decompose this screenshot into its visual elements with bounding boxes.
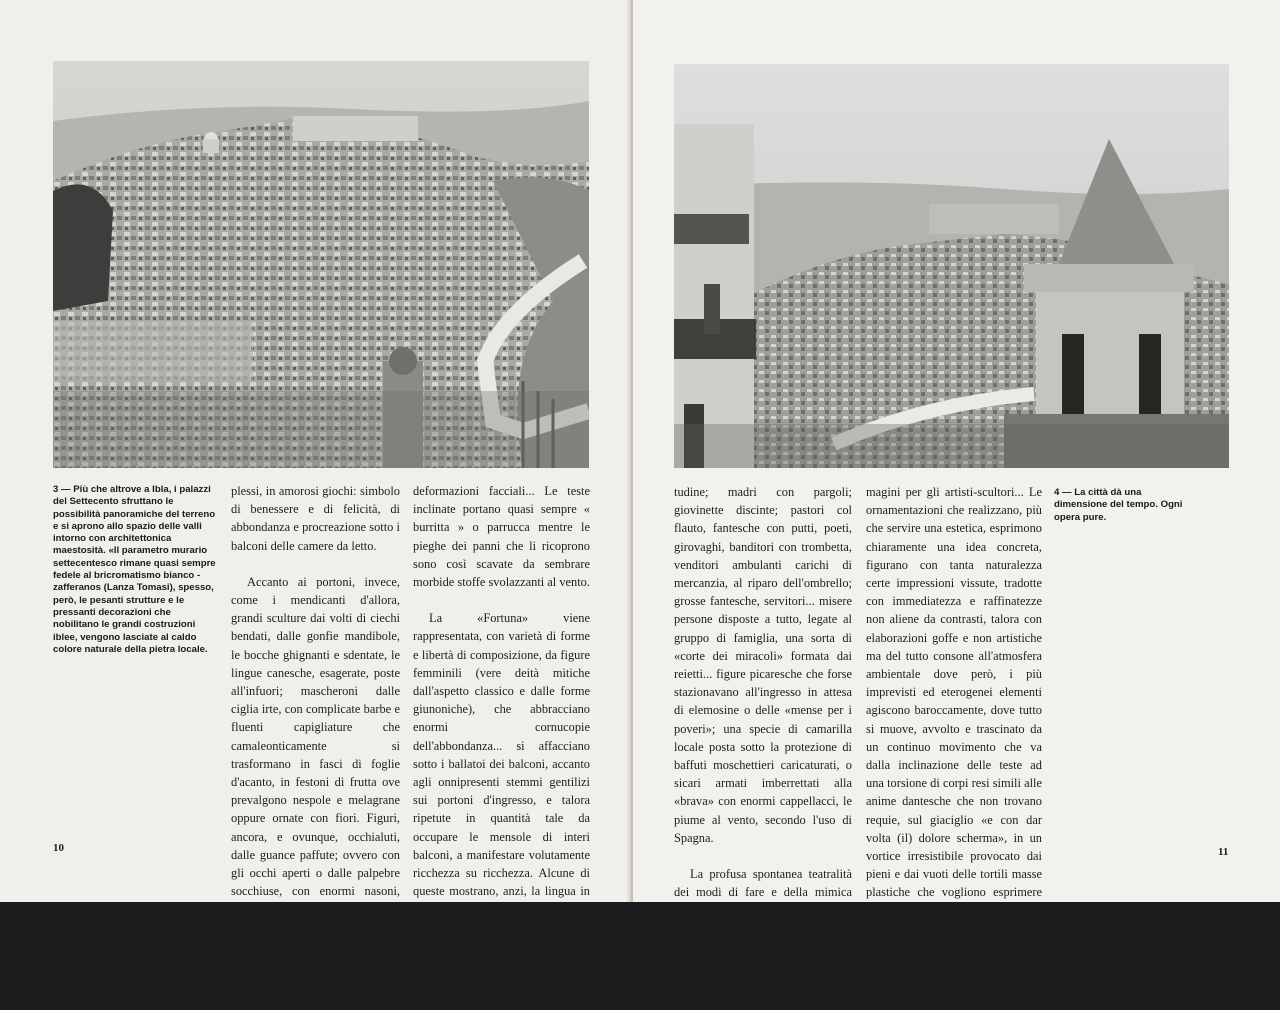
paragraph: La «Fortuna» viene rappresentata, con varietà di forme e libertà di composizione, da figure femminili (vere deità mitiche dall'aspetto classico e dalle forme giunoniche), che abbracciano enormi cornucopie dell'abbondanza... si affacciano sotto i ballatoi dei balconi, accanto agli onnipresenti stemmi gentilizi sui portoni d'ingresso, e talora ripetute in quantità tale da occupare le mensole di interi balconi, a manifestare volutamente ricchezza su ricchezza. Alcune di queste mostrano, anzi, la lingua in fuori, in segno di dispetto. — [413, 611, 590, 917]
paragraph: Accanto ai portoni, invece, come i mendicanti d'allora, grandi sculture dai volti di ciechi bendati, dalle gonfie mandibole, le bocche ghignanti e sdentate, le lingue canesche, esagerate, poste all'infuori; mascheroni dalle ciglia irte, con complicate barbe e fluenti capigliature che camaleonticamente si trasformano in fasci di foglie d'acanto, in festoni di frutta ove prevalgono nespole e melagrane oppure ornate con fiori. Figuri, ancora, e ovunque, occhialuti, dalle guance paffute; ovvero con gli occhi aperti o dalle palpebre socchiuse, con enormi nasoni, spesso rappresentati col pesce in bocca, orrendamente scavati nella pietra in espressioni di sofferta ebbrezza, o tormentati da un improvviso dolore, o stupore in una stupenda gamma di — [231, 574, 400, 1008]
page-number: 11 — [1218, 846, 1229, 858]
paragraph: La profusa spontanea teatralità dei modi di fare e della mimica facciale, degli atteggiamenti e dei gesti consueti, e del gesticolare anche, di un popolo così estroverso rappresenta di certo un immenso vivaio di im- — [674, 867, 852, 991]
text-column-2 — [413, 482, 590, 1009]
photo-caption: 3 — Più che altrove a Ibla, i palazzi del Settecento sfruttano le possibilità panoramiche del terreno e si aprono allo spazio delle valli intorno con architettonica maestosità. «Il parametro murario settecentesco rimane quasi sempre fedele al bricromatismo bianco - zafferanos (Lanza Tomasi), spesso, però, le pesanti strutture e le pressanti decorazioni che nobilitano le grandi costruzioni iblee, vengono lasciate al caldo colore naturale della pietra locale. — [53, 484, 216, 655]
photo-caption: 4 — La città dà una dimensione del tempo. Ogni opera pure. — [1054, 487, 1183, 523]
text-column-4 — [866, 483, 1042, 974]
text-column-1 — [231, 482, 400, 1010]
photo-city-drawing — [674, 64, 1229, 468]
photo-ibla-drawing — [53, 61, 589, 468]
paragraph: tudine; madri con pargoli; giovinette discinte; pastori col flauto, fantesche con putti, poeti, girovaghi, banditori con trombetta, venditori ambulanti carichi di mercanzia, al riparo dell'ombrello; grosse fantesche, servitori... misere persone disposte a tutto, legate al gruppo di famiglia, una sorta di «corte dei miracoli» formata dai reietti... figure picaresche che forse stazionavano all'ingresso in attesa di elemosine o delle «mense per i poveri»; una specie di camarilla locale posta sotto la protezione di baffuti moschettieri caricaturati, o sicari armati imberrettati alla «brava» con enormi cappellacci, le piume al vento, secondo l'uso di Spagna. — [674, 485, 852, 845]
paragraph: Altrove, figure pensose dagli occhi stanchi e dallo sguardo vuoto, eppure così carichi di disperata soli- — [413, 938, 590, 1008]
paragraph: magini per gli artisti-scultori... Le ornamentazioni che realizzano, più che servire una estetica, esprimono chiaramente una idea concreta, figurano con tanta naturalezza certe impressioni vissute, tradotte con immediatezza e raffinatezze non aliene da contrasti, talora con elaborazioni goffe e non artistiche ma del tutto consone all'atmosfera ambientale dove però, i più imprevisti ed eterogenei elementi agiscono baroccamente, dove tutto si muove, avvolto e trascinato da un continuo movimento che va dalla inclinazione delle teste ad una torsione di corpi resi simili alle anime dantesche che non trovano requie, sul giaciglio «e con dar volta (il) dolore scherma», in un vortice irresistibile provocato dai pieni e dai vuoti delle tortili masse plastiche che vogliono esprimere con tanta tumultuosa fantasticheria una iconografia del tutto popolare anche quando è resa quasi mitica, ma che — [866, 485, 1042, 973]
photo-ibla-panorama — [53, 61, 589, 468]
left-page — [0, 0, 630, 1008]
right-page — [633, 0, 1280, 991]
paragraph: plessi, in amorosi giochi: simbolo di benessere e di felicità, di abbondanza e procreazione sotto i balconi delle camere da letto. — [231, 484, 400, 553]
text-column-3 — [674, 483, 852, 992]
paragraph: deformazioni facciali... Le teste inclinate portano quasi sempre « burritta » o parrucca mentre le pieghe dei panni che li ricoprono sono così scavate da sembrare morbide stoffe svolazzanti al vento. — [413, 484, 590, 590]
page-number: 10 — [53, 842, 64, 854]
photo-city-bell-tower — [674, 64, 1229, 468]
